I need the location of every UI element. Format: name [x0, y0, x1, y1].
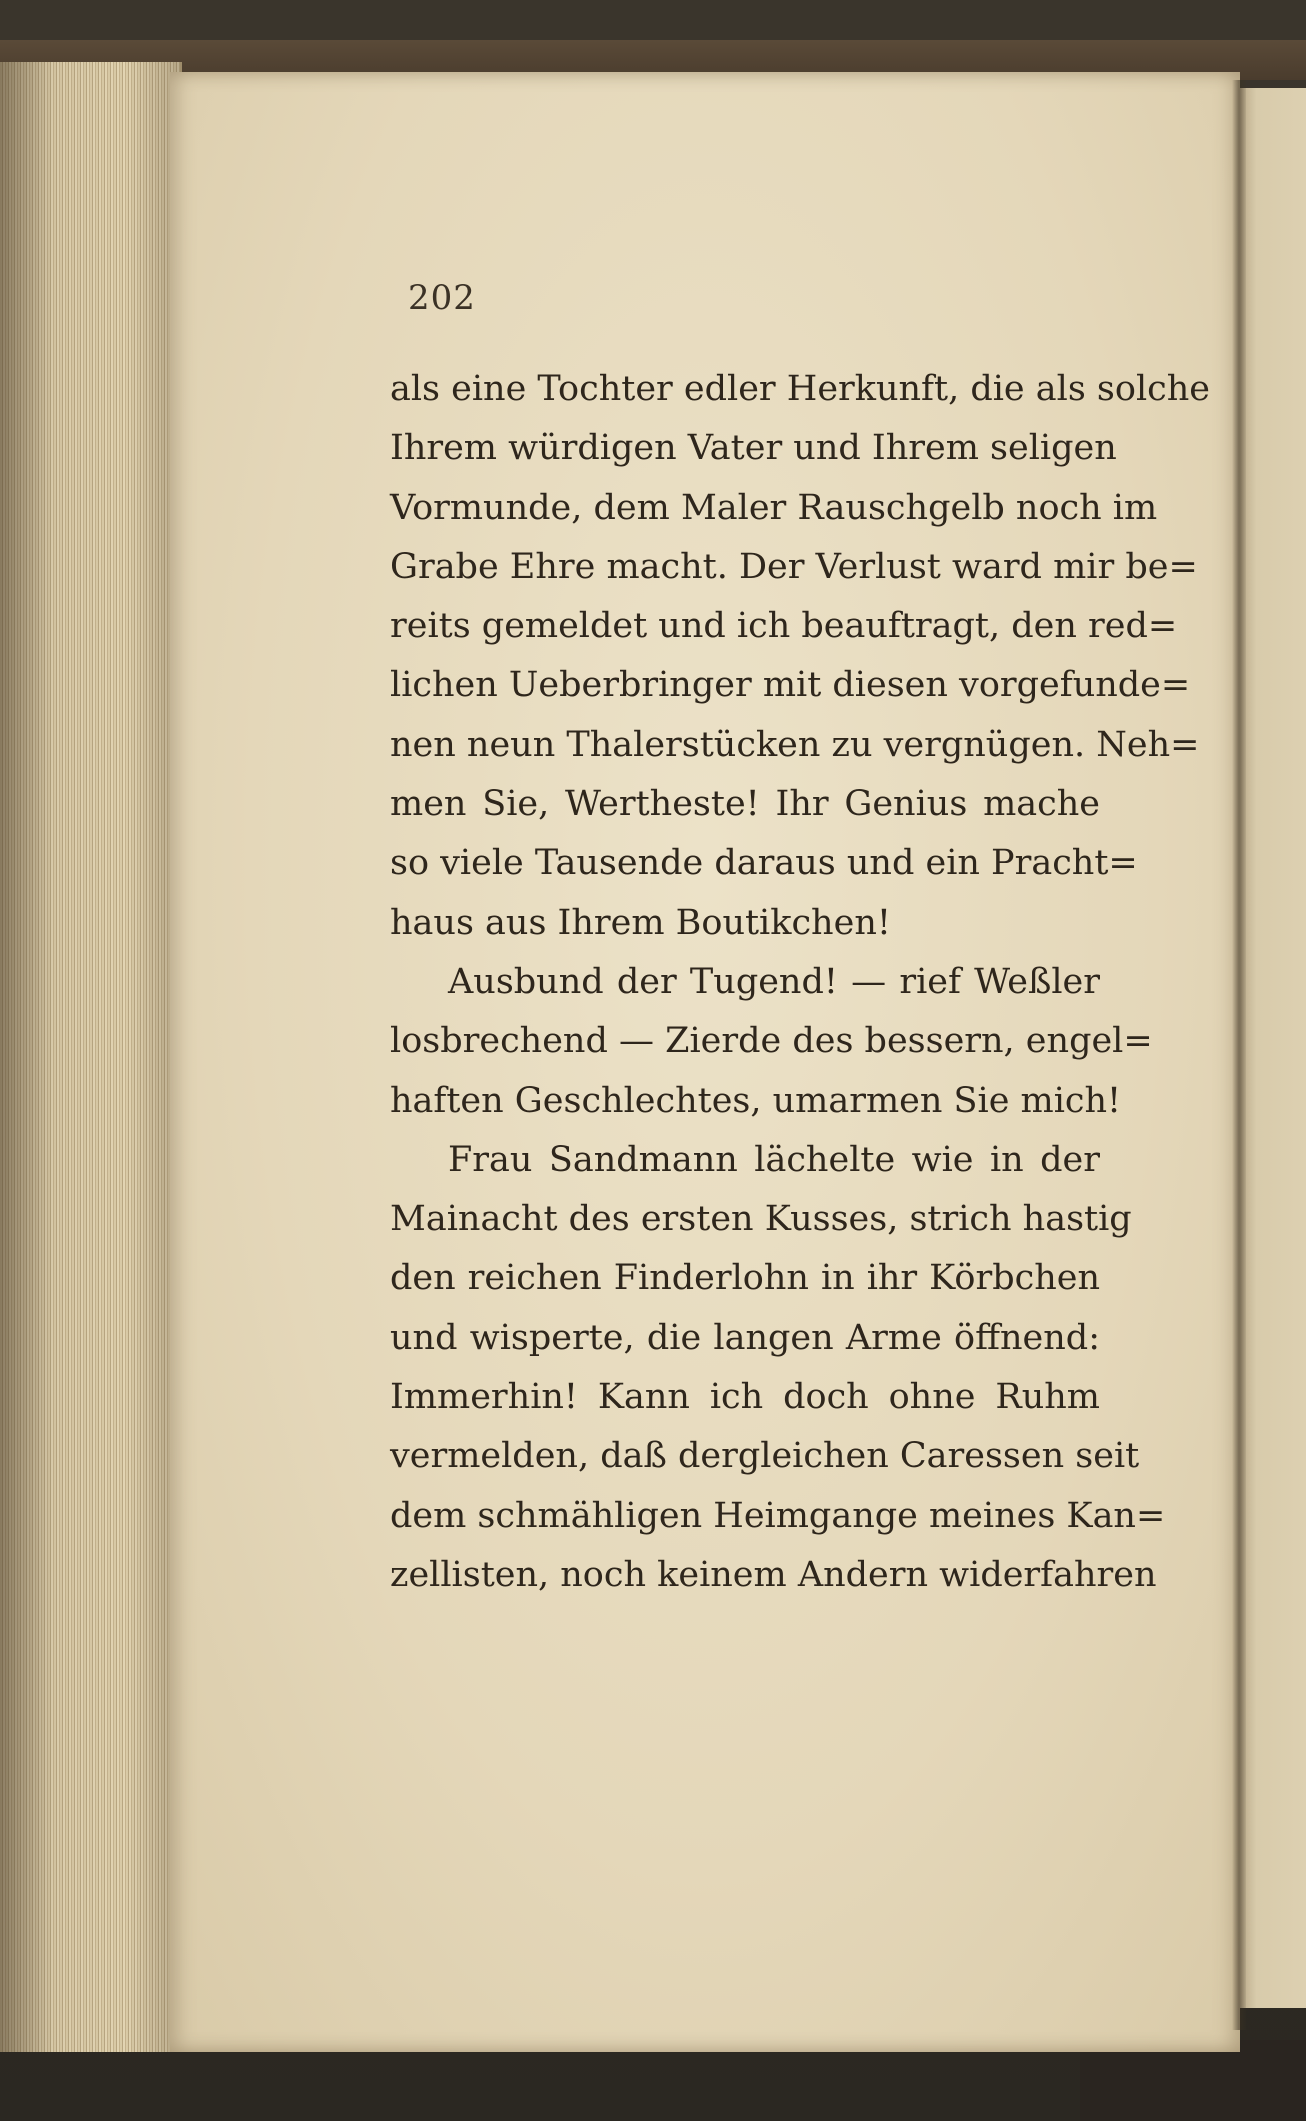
page-edges-shade	[0, 62, 180, 2052]
text-line: als eine Tochter edler Herkunft, die als solche	[390, 369, 1210, 409]
text-line: zellisten, noch keinem Andern widerfahren	[390, 1554, 1157, 1595]
text-line: lichen Ueberbringer mit diesen vorgefunde=	[390, 665, 1191, 706]
text-line: reits gemeldet und ich beauftragt, den red=	[390, 606, 1178, 647]
text-line: Ausbund der Tugend! — rief Weßler	[448, 961, 1100, 1002]
text-line: dem schmähligen Heimgange meines Kan=	[390, 1495, 1166, 1536]
text-line: so viele Tausende daraus und ein Pracht=	[390, 843, 1138, 884]
text-line: nen neun Thalerstücken zu vergnügen. Neh=	[390, 724, 1200, 765]
text-line: Frau Sandmann lächelte wie in der	[448, 1139, 1100, 1180]
text-line: haften Geschlechtes, umarmen Sie mich!	[390, 1080, 1122, 1121]
body-text	[390, 360, 1210, 1605]
text-line: men Sie, Wertheste! Ihr Genius mache	[390, 784, 1100, 825]
text-line: haus aus Ihrem Boutikchen!	[390, 902, 891, 943]
text-line: Ihrem würdigen Vater und Ihrem seligen	[390, 428, 1117, 469]
text-line: Immerhin! Kann ich doch ohne Ruhm	[390, 1377, 1100, 1418]
text-line: Mainacht des ersten Kusses, strich hastig	[390, 1199, 1132, 1240]
text-line: Grabe Ehre macht. Der Verlust ward mir be=	[390, 546, 1198, 587]
text-line: Vormunde, dem Maler Rauschgelb noch im	[390, 487, 1158, 528]
text-line: vermelden, daß dergleichen Caressen seit	[390, 1436, 1140, 1477]
text-line: losbrechend — Zierde des bessern, engel=	[390, 1021, 1153, 1062]
page-gutter	[1232, 80, 1246, 2030]
text-line: den reichen Finderlohn in ihr Körbchen	[390, 1258, 1100, 1299]
text-line: und wisperte, die langen Arme öffnend:	[390, 1317, 1100, 1358]
book-cover-bottom	[1080, 2040, 1306, 2121]
facing-page-edge	[1240, 88, 1306, 2008]
page-number: 202	[408, 278, 476, 318]
